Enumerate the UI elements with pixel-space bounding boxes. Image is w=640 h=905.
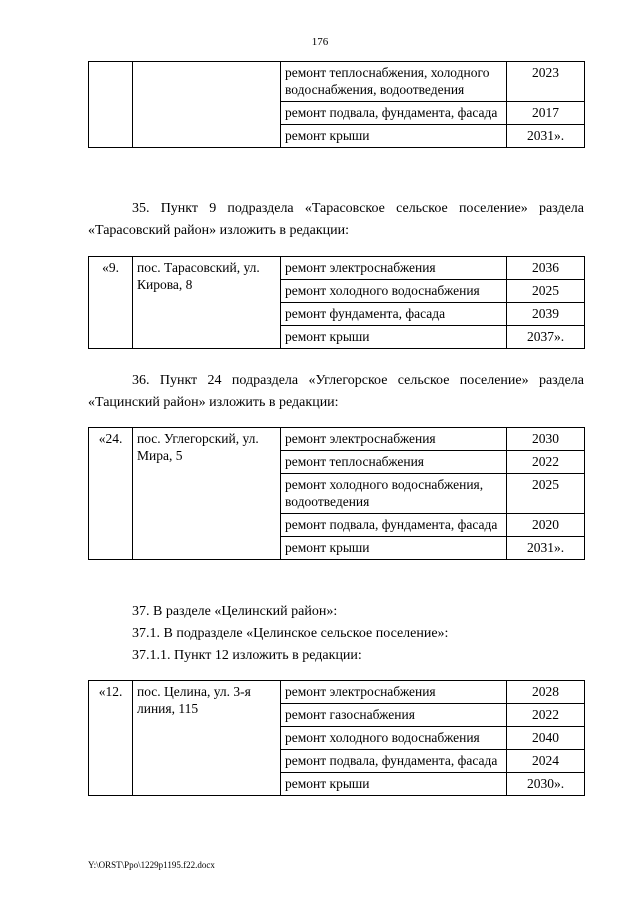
work-cell: ремонт крыши <box>281 125 507 148</box>
work-cell: ремонт подвала, фундамента, фасада <box>281 750 507 773</box>
work-cell: ремонт подвала, фундамента, фасада <box>281 514 507 537</box>
year-cell: 2025 <box>507 474 585 514</box>
paragraph-36: 36. Пункт 24 подраздела «Углегорское сельское поселение» раздела «Тацинский район» изложить в редакции: <box>88 373 584 410</box>
table-tselina <box>88 680 585 796</box>
number-cell: «12. <box>89 681 133 796</box>
year-cell: 2017 <box>507 102 585 125</box>
year-cell: 2036 <box>507 257 585 280</box>
year-cell: 2030». <box>507 773 585 796</box>
work-cell: ремонт крыши <box>281 537 507 560</box>
table-row <box>89 681 585 704</box>
table-row <box>89 62 585 102</box>
work-cell: ремонт холодного водоснабжения <box>281 727 507 750</box>
file-path-footer: Y:\ORST\Ppo\1229p1195.f22.docx <box>88 860 215 870</box>
work-cell: ремонт электроснабжения <box>281 257 507 280</box>
table-tarasovsky <box>88 256 585 349</box>
work-cell: ремонт подвала, фундамента, фасада <box>281 102 507 125</box>
table-uglegorsky <box>88 427 585 560</box>
year-cell: 2030 <box>507 428 585 451</box>
work-cell: ремонт холодного водоснабжения, водоотведения <box>281 474 507 514</box>
year-cell: 2024 <box>507 750 585 773</box>
work-cell: ремонт фундамента, фасада <box>281 303 507 326</box>
work-cell: ремонт крыши <box>281 773 507 796</box>
table-row <box>89 428 585 451</box>
year-cell: 2039 <box>507 303 585 326</box>
work-cell: ремонт газоснабжения <box>281 704 507 727</box>
paragraph-37: 37. В разделе «Целинский район»: <box>132 604 338 619</box>
paragraph-37-1: 37.1. В подразделе «Целинское сельское поселение»: <box>132 626 449 641</box>
year-cell: 2031». <box>507 537 585 560</box>
work-cell: ремонт теплоснабжения, холодного водоснабжения, водоотведения <box>281 62 507 102</box>
year-cell: 2023 <box>507 62 585 102</box>
work-cell: ремонт теплоснабжения <box>281 451 507 474</box>
year-cell: 2037». <box>507 326 585 349</box>
address-cell: пос. Целина, ул. 3-я линия, 115 <box>133 681 281 796</box>
number-cell: «9. <box>89 257 133 349</box>
work-cell: ремонт электроснабжения <box>281 428 507 451</box>
address-cell: пос. Углегорский, ул. Мира, 5 <box>133 428 281 560</box>
year-cell: 2028 <box>507 681 585 704</box>
year-cell: 2022 <box>507 451 585 474</box>
year-cell: 2040 <box>507 727 585 750</box>
work-cell: ремонт электроснабжения <box>281 681 507 704</box>
year-cell: 2020 <box>507 514 585 537</box>
work-cell: ремонт холодного водоснабжения <box>281 280 507 303</box>
paragraph-37-1-1: 37.1.1. Пункт 12 изложить в редакции: <box>132 648 362 663</box>
paragraph-35: 35. Пункт 9 подраздела «Тарасовское сельское поселение» раздела «Тарасовский район» изложить в редакции: <box>88 201 584 238</box>
address-cell <box>133 62 281 148</box>
year-cell: 2031». <box>507 125 585 148</box>
work-cell: ремонт крыши <box>281 326 507 349</box>
page-number: 176 <box>311 36 329 48</box>
year-cell: 2025 <box>507 280 585 303</box>
number-cell: «24. <box>89 428 133 560</box>
year-cell: 2022 <box>507 704 585 727</box>
table-continuation <box>88 61 585 148</box>
number-cell <box>89 62 133 148</box>
address-cell: пос. Тарасовский, ул. Кирова, 8 <box>133 257 281 349</box>
table-row <box>89 257 585 280</box>
